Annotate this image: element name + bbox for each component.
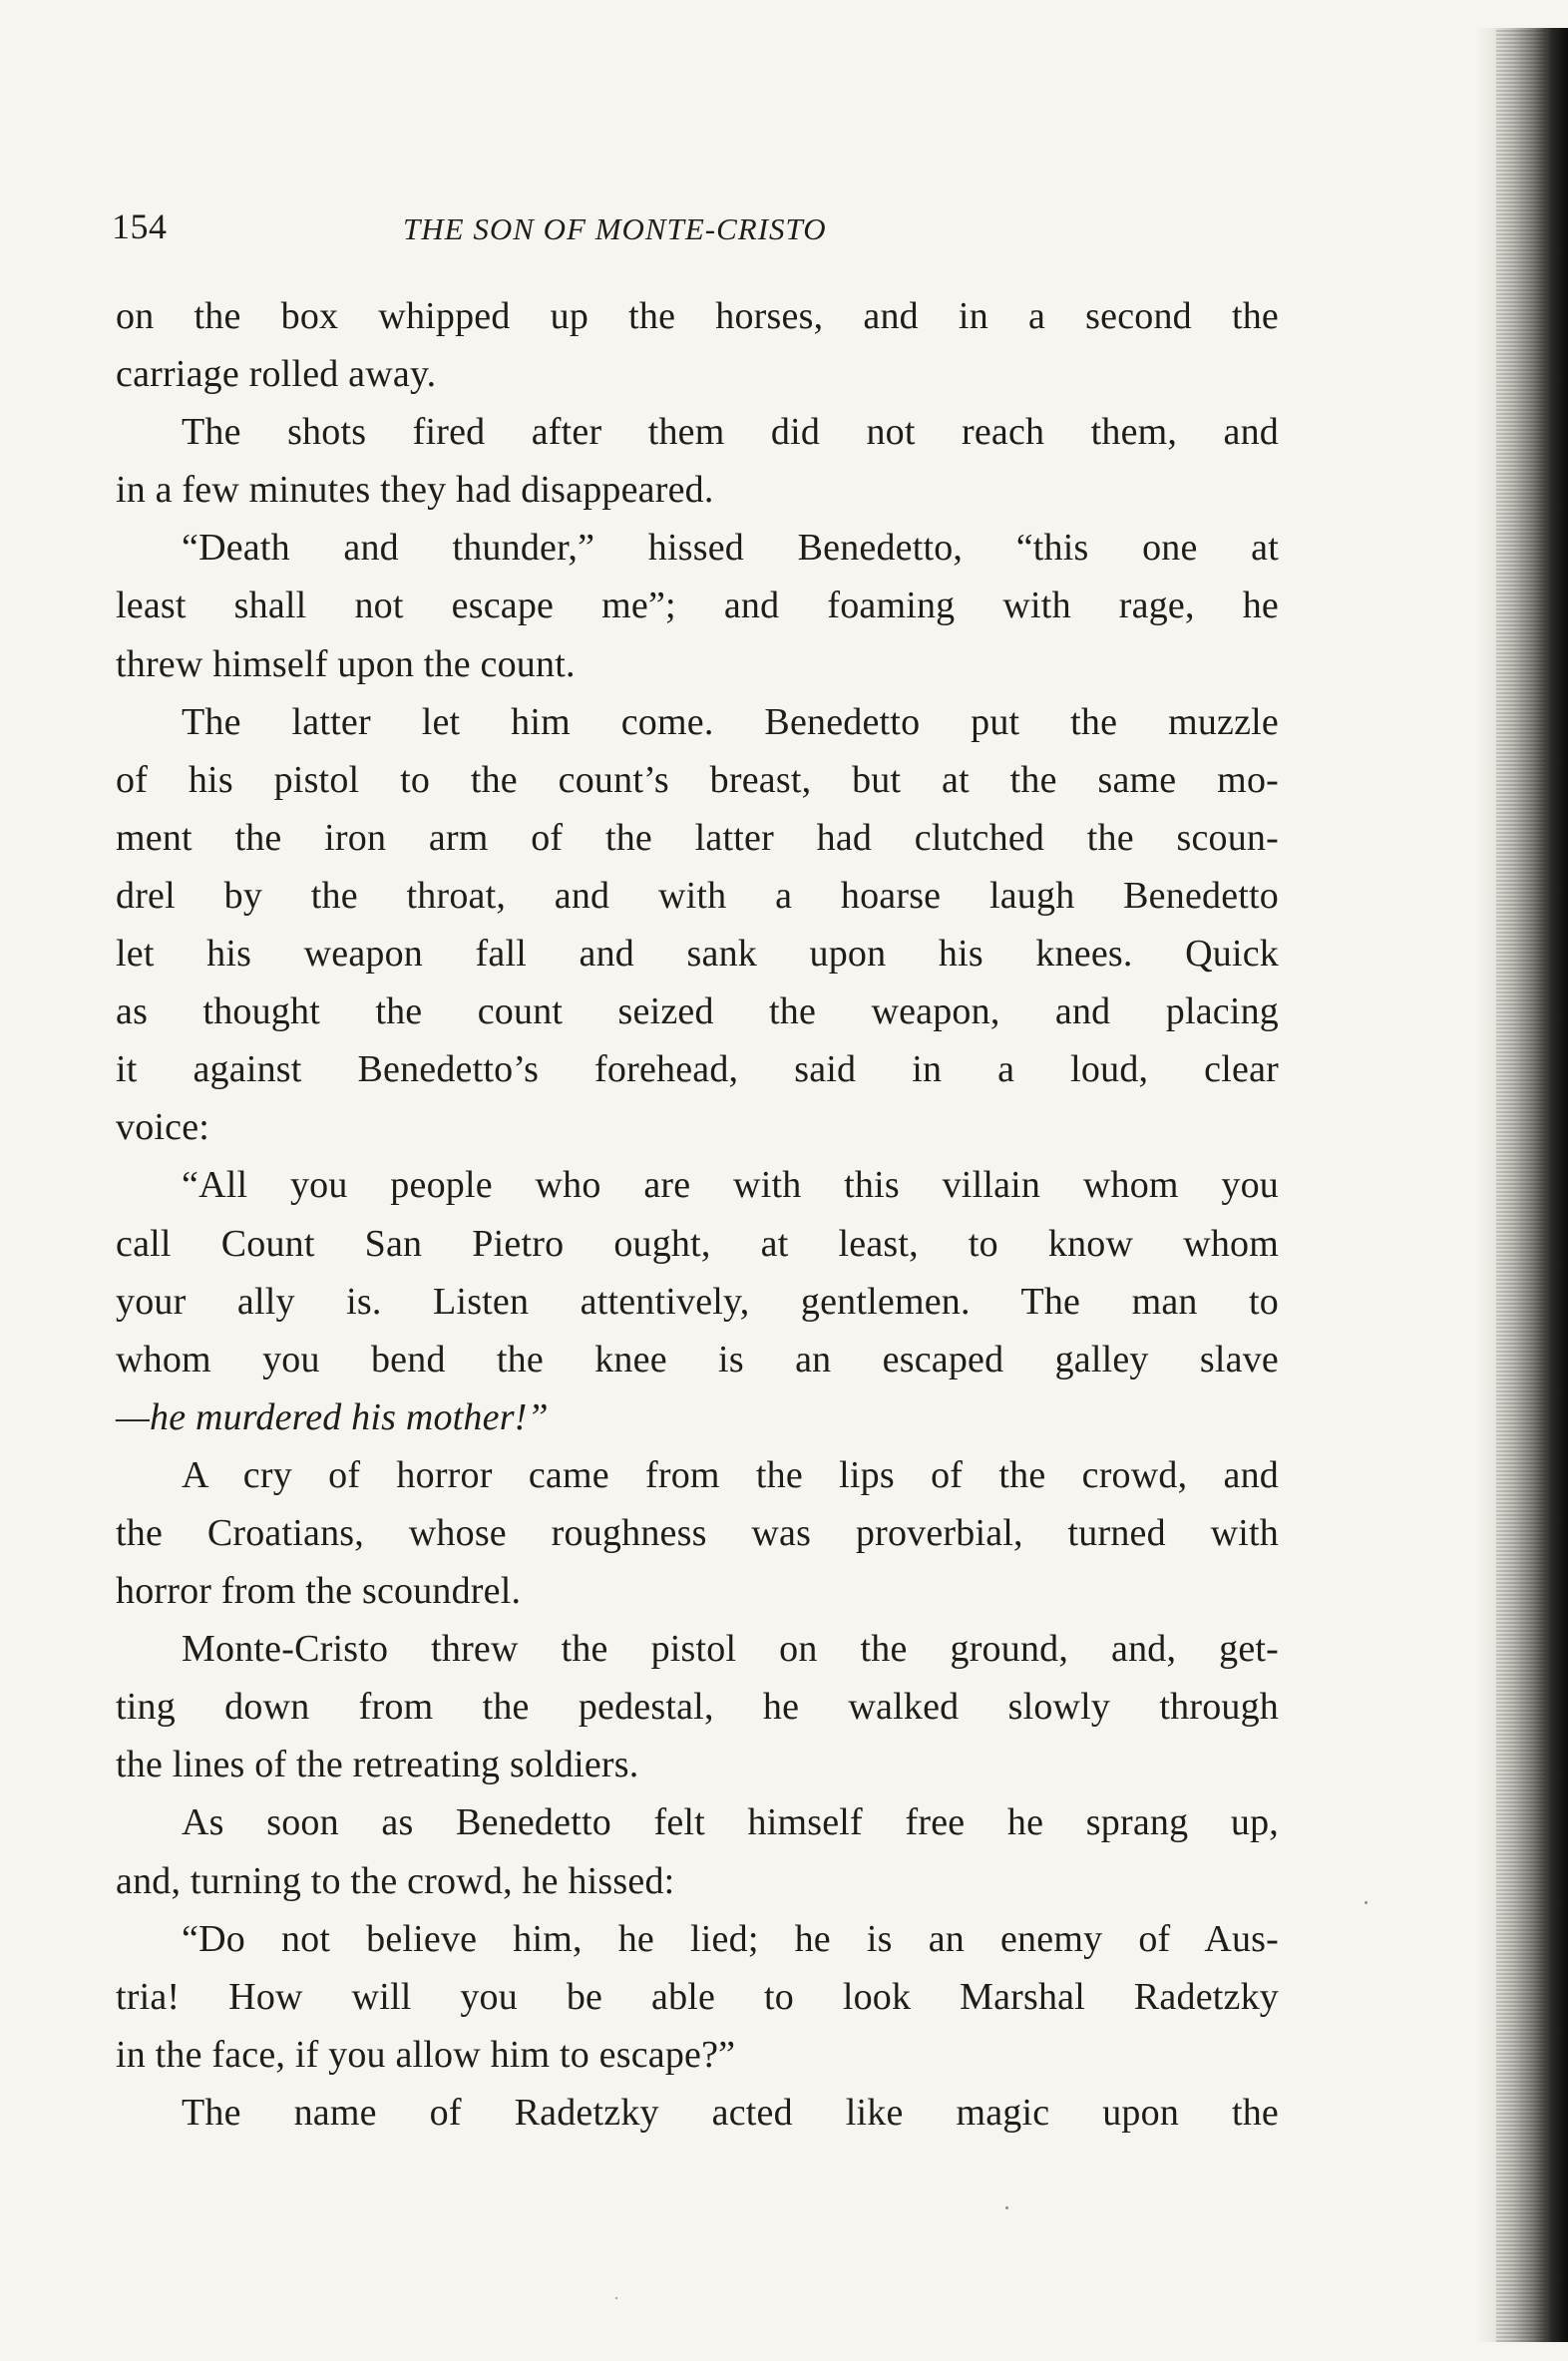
text-line: “Do not believe him, he lied; he is an enemy of Aus- — [182, 1917, 1279, 1960]
text-line: threw himself upon the count. — [116, 642, 576, 685]
text-line: as thought the count seized the weapon, and placing — [116, 990, 1279, 1033]
text-line: call Count San Pietro ought, at least, to know whom — [116, 1222, 1279, 1265]
text-line: horror from the scoundrel. — [116, 1570, 522, 1613]
text-line: ment the iron arm of the latter had clutched the scoun- — [116, 816, 1279, 859]
text-line: Monte-Cristo threw the pistol on the ground, and, get- — [182, 1628, 1279, 1671]
text-line: ting down from the pedestal, he walked slowly through — [116, 1686, 1279, 1729]
text-line: least shall not escape me”; and foaming with rage, he — [116, 585, 1279, 627]
text-line: your ally is. Listen attentively, gentlemen. The man to — [116, 1280, 1279, 1323]
text-line: and, turning to the crowd, he hissed: — [116, 1859, 675, 1902]
text-line: the Croatians, whose roughness was proverbial, turned with — [116, 1511, 1279, 1554]
text-line: The latter let him come. Benedetto put the muzzle — [182, 700, 1279, 743]
text-line: The name of Radetzky acted like magic upon the — [182, 2091, 1279, 2134]
text-line: whom you bend the knee is an escaped galley slave — [116, 1338, 1279, 1380]
text-line: —he murdered his mother!” — [116, 1395, 549, 1438]
text-line: let his weapon fall and sank upon his knees. Quick — [116, 933, 1279, 976]
body-text — [116, 287, 1279, 2142]
text-line: drel by the throat, and with a hoarse laugh Benedetto — [116, 874, 1279, 917]
text-line: voice: — [116, 1106, 210, 1149]
text-line: The shots fired after them did not reach them, and — [182, 411, 1279, 454]
text-line: A cry of horror came from the lips of the crowd, and — [182, 1453, 1279, 1496]
text-line: in a few minutes they had disappeared. — [116, 469, 714, 512]
text-line: it against Benedetto’s forehead, said in a loud, clear — [116, 1048, 1279, 1091]
text-line: As soon as Benedetto felt himself free he sprang up, — [182, 1801, 1279, 1844]
page-number: 154 — [112, 206, 168, 246]
text-line: on the box whipped up the horses, and in a second the — [116, 295, 1279, 337]
text-line: of his pistol to the count’s breast, but at the same mo- — [116, 758, 1279, 801]
text-line: the lines of the retreating soldiers. — [116, 1744, 639, 1786]
text-line: “Death and thunder,” hissed Benedetto, “this one at — [182, 527, 1279, 570]
print-speck — [1365, 1901, 1368, 1904]
print-speck — [1005, 2206, 1008, 2209]
text-line: tria! How will you be able to look Marshal Radetzky — [116, 1975, 1279, 2018]
text-line: in the face, if you allow him to escape?” — [116, 2033, 736, 2076]
page-header — [112, 205, 1279, 253]
print-speck — [615, 2297, 617, 2299]
running-head-title: THE SON OF MONTE-CRISTO — [403, 211, 827, 246]
page-edge-texture — [1496, 28, 1546, 2342]
text-line: “All you people who are with this villain whom you — [182, 1164, 1279, 1207]
text-line: carriage rolled away. — [116, 353, 437, 396]
